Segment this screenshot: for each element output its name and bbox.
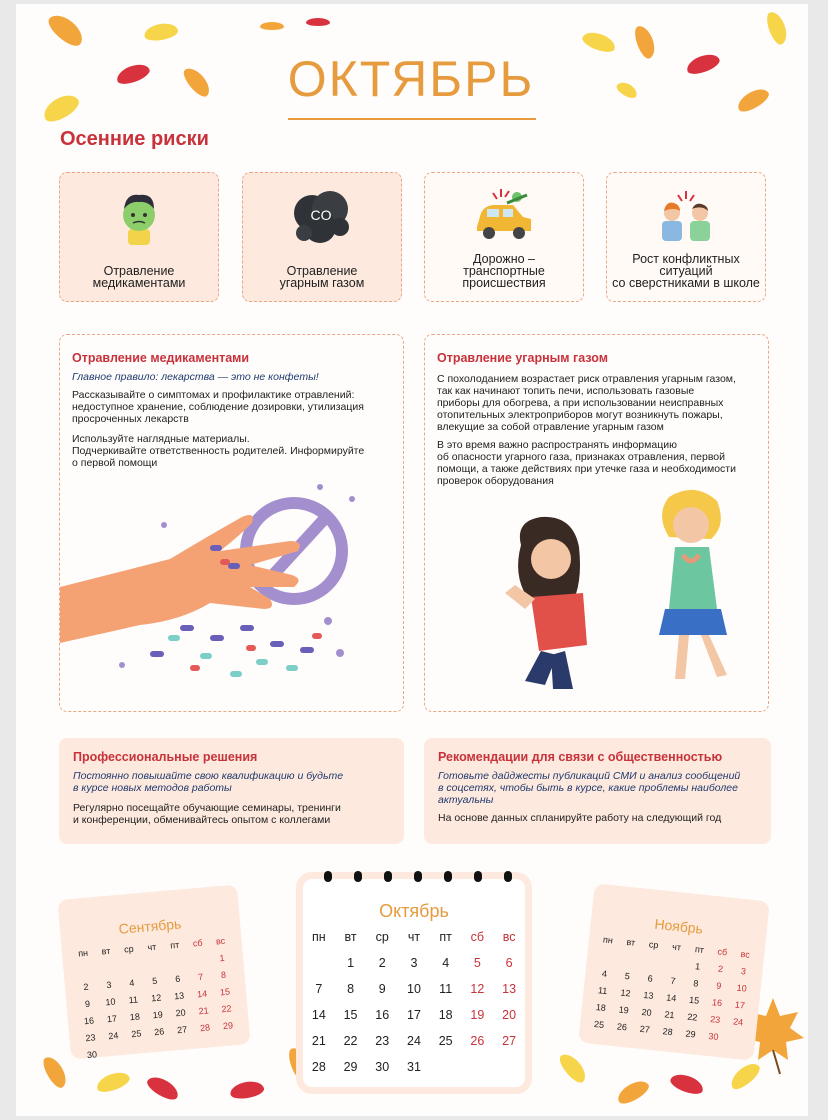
calendar-day [95,958,119,977]
calendar-day: 4 [442,956,450,970]
weekday-label: сб [192,937,203,948]
calendar-week-row [303,1028,525,1054]
calendar-day: 12 [150,991,162,1003]
calendar-day: 19 [470,1008,485,1022]
leaf-icon [40,90,83,126]
calendar-day: 13 [502,982,517,996]
calendar-day: 25 [438,1034,453,1048]
calendar-day: 18 [129,1010,141,1022]
calendar-day [724,1029,749,1048]
calendar-day: 3 [740,965,747,976]
calendar-day: 25 [593,1018,605,1030]
calendar-day: 19 [152,1008,164,1020]
month-name: Ноябрь [653,915,704,937]
car-accident-icon [473,187,535,243]
weekday-label: вт [344,930,357,944]
calendar-week-row [303,950,525,976]
calendar-day: 31 [407,1060,421,1074]
calendar-day: 16 [375,1008,390,1022]
calendar-day: 23 [375,1034,390,1048]
calendar-day [194,1035,218,1054]
page-title: ОКТЯБРЬ [287,51,535,107]
calendar-day: 6 [647,972,654,984]
calendar-day: 11 [597,984,608,996]
leaf-icon [44,9,87,50]
calendar-grid [587,930,758,1048]
calendar-day: 14 [196,987,208,999]
calendar-day: 30 [708,1030,720,1042]
calendar-day: 4 [128,977,135,988]
calendar-day [141,954,165,973]
calendar-day: 16 [711,996,723,1008]
leaf-icon [684,51,721,78]
weekday-label: пт [439,930,452,944]
card-paragraph: Используйте наглядные материалы. Подчеркивайте ответственность родителей. Информируйте о первой помощи [72,433,365,469]
calendar-day: 28 [662,1025,674,1037]
leaf-icon [632,23,659,60]
calendar-october [296,872,532,1094]
calendar-day: 4 [601,968,608,979]
calendar-day: 18 [595,1001,607,1013]
calendar-day: 15 [219,985,231,997]
calendar-day: 6 [174,973,181,984]
card-title: Отравление медикаментами [72,351,250,365]
risk-label: Дорожно – транспортные происшествия [462,252,546,290]
risk-card-co-gas [242,172,402,302]
calendar-day [430,1054,462,1080]
leaf-icon [260,22,284,30]
weekday-label: чт [407,930,421,944]
weekday-label: пн [602,933,614,945]
calendar-day: 12 [620,987,632,999]
calendar-day: 27 [639,1023,651,1035]
calendar-day: 26 [616,1020,628,1032]
calendar-day [187,950,211,969]
calendar-day: 8 [220,969,227,980]
calendar-body [303,950,525,1080]
weekday-label: чт [146,941,157,952]
calendar-day [462,1054,494,1080]
calendar-day: 29 [343,1060,358,1074]
card-title: Рекомендации для связи с общественностью [438,750,723,764]
calendar-day [303,950,335,976]
calendar-day: 9 [715,980,722,991]
calendar-day: 11 [128,994,139,1005]
calendar-day: 12 [470,982,485,996]
card-paragraph: Регулярно посещайте обучающие семинары, тренинги и конференции, обменивайтесь опытом с коллегами [73,802,341,826]
section-title: Осенние риски [60,128,209,150]
risk-card-road-accident [424,172,584,302]
calendar-day: 22 [221,1002,232,1014]
calendar-day: 21 [198,1004,209,1016]
calendar-day: 20 [502,1008,517,1022]
calendar-day: 7 [197,971,204,982]
calendar-november [578,883,770,1061]
calendar-body [72,948,241,1064]
calendar-day: 23 [709,1013,721,1025]
leaf-icon [306,18,330,26]
leaf-icon [614,1077,651,1108]
calendar-grid [303,924,525,1080]
weekday-label: вс [740,948,751,960]
calendar-day: 17 [734,999,746,1011]
co-gas-info-card [424,334,769,712]
calendar-day: 1 [694,960,701,972]
card-paragraph: В это время важно распространять информацию об опасности угарного газа, признаках отравления, первой помощи, а также действиях при утечке газа и необходимости проверок оборудования [437,439,736,487]
calendar-day: 2 [717,963,724,974]
risk-label: Отравление медикаментами [92,264,186,290]
calendar-day: 26 [153,1025,165,1037]
card-title: Отравление угарным газом [437,351,608,365]
month-name: Октябрь [379,901,449,921]
calendar-day: 10 [736,982,748,994]
leaf-icon [40,1053,71,1090]
card-rule: Постоянно повышайте свою квалификацию и будьте в курсе новых методов работы [73,770,344,794]
calendar-day: 5 [473,956,481,970]
calendar-day [148,1039,172,1058]
calendar-grid [71,931,242,1064]
calendar-day: 1 [219,952,225,963]
calendar-day: 30 [86,1048,98,1060]
weekday-label: пн [77,947,89,959]
dizzy-kids-illustration [455,485,765,705]
leaf-icon [114,61,151,88]
calendar-day: 10 [407,982,421,996]
calendar-day: 9 [84,998,91,1009]
card-rule: Готовьте дайджесты публикаций СМИ и анализ сообщений в соцсетях, чтобы быть в курсе, какие проблемы наиболее актуальны [438,770,741,806]
calendar-day: 29 [685,1028,697,1040]
calendar-day [126,1041,150,1060]
month-name: Сентябрь [118,915,182,937]
card-paragraph: С похолоданием возрастает риск отравления угарным газом, так как начинают топить печи, использовать газовые приборы для обогрева, а при использовании неисправных отопительных электроприборов могут возникнуть пожары, влекущие за собой отравление угарным газом [437,373,736,433]
hand-pills-illustration [60,475,404,711]
leaf-icon [143,21,179,43]
calendar-day: 27 [176,1023,188,1035]
title-underline [288,118,536,120]
calendar-week-row [303,1002,525,1028]
calendar-day: 16 [83,1014,95,1026]
calendar-day: 10 [104,995,116,1007]
leaf-icon [180,64,214,100]
calendar-day: 28 [199,1021,211,1033]
weekday-label: пт [169,939,180,950]
leaf-icon [580,29,617,56]
calendar-day: 15 [688,994,700,1006]
leaf-icon [144,1073,181,1104]
calendar-day: 22 [686,1011,698,1023]
risk-card-medication [59,172,219,302]
medication-info-card [59,334,404,712]
calendar-day: 13 [642,989,654,1001]
card-title: Профессиональные решения [73,750,258,764]
calendar-day [72,960,96,979]
calendar-week-row [303,1054,525,1080]
calendar-day: 21 [664,1008,676,1020]
professional-solutions-card [59,738,404,844]
co-label: CO [310,207,332,223]
calendar-day: 17 [407,1008,421,1022]
calendar-day: 29 [222,1019,234,1031]
calendar-day: 8 [692,977,699,989]
weekday-label: сб [470,930,485,944]
calendar-day: 3 [410,956,418,970]
calendar-day: 17 [106,1012,118,1024]
calendar-day: 2 [83,981,89,992]
poster-page [16,4,808,1116]
calendar-day: 8 [347,982,355,996]
calendar-day: 5 [151,975,158,986]
calendar-day: 22 [343,1034,358,1048]
calendar-day: 14 [665,991,677,1003]
sick-child-icon [114,187,164,247]
calendar-day: 9 [378,982,386,996]
calendar-day: 23 [85,1031,96,1043]
weekday-label: вт [101,945,111,956]
weekday-row [303,924,525,950]
calendar-day [103,1043,127,1062]
calendar-day [118,956,142,975]
calendar-day: 20 [641,1006,653,1018]
calendar-day: 15 [343,1008,358,1022]
calendar-day [171,1037,195,1056]
binder-rings [313,869,523,887]
weekday-label: вс [502,930,516,944]
risk-label: Отравление угарным газом [279,264,365,290]
leaf-icon [614,79,639,100]
weekday-label: чт [671,941,682,953]
calendar-day: 24 [407,1034,421,1048]
risk-label: Рост конфликтных ситуаций со сверстниками в школе [612,252,760,290]
calendar-day: 20 [175,1006,187,1018]
co-gas-cloud-icon [290,187,354,247]
leaf-icon [556,1050,590,1086]
conflict-kids-icon [656,187,716,243]
weekday-label: вс [215,935,226,946]
calendar-day: 26 [470,1034,485,1048]
calendar-day: 25 [130,1027,142,1039]
weekday-label: ср [648,938,660,950]
leaf-icon [668,1071,705,1098]
calendar-day: 18 [438,1008,453,1022]
leaf-icon [94,1069,131,1096]
calendar-day: 7 [670,975,677,986]
weekday-label: вт [626,936,636,948]
calendar-body [587,947,756,1048]
leaf-icon [764,9,791,46]
calendar-day: 6 [505,956,513,970]
weekday-label: пн [312,930,326,944]
leaf-icon [229,1079,265,1101]
weekday-label: ср [123,943,135,954]
calendar-day: 3 [105,979,112,990]
calendar-day: 13 [173,989,185,1001]
calendar-day: 19 [618,1003,630,1015]
leaf-icon [734,85,771,116]
calendar-day: 27 [502,1034,517,1048]
card-paragraph: Рассказывайте о симптомах и профилактике отравлений: недоступное хранение, соблюдение дозировки, утилизация просроченных лекарств [72,389,364,425]
calendar-day: 7 [315,982,323,996]
card-rule: Главное правило: лекарства — это не конфеты! [72,371,319,383]
weekday-label: пт [694,943,705,955]
calendar-day [164,952,188,971]
calendar-day: 1 [347,956,355,970]
calendar-day: 21 [311,1034,326,1048]
weekday-label: ср [375,930,389,944]
calendar-day: 2 [378,956,386,970]
calendar-september [57,884,250,1059]
weekday-label: сб [717,945,728,957]
public-relations-card [424,738,771,844]
calendar-week-row [303,976,525,1002]
calendar-day: 24 [732,1015,744,1027]
card-paragraph: На основе данных спланируйте работу на следующий год [438,812,722,824]
calendar-day [493,1054,525,1080]
calendar-day: 30 [375,1060,390,1074]
calendar-day: 5 [624,970,631,981]
calendar-day [217,1033,241,1052]
calendar-day: 24 [107,1029,119,1041]
calendar-day: 28 [311,1060,326,1074]
risk-card-conflicts [606,172,766,302]
calendar-day: 11 [439,982,453,996]
calendar-day: 14 [311,1008,326,1022]
